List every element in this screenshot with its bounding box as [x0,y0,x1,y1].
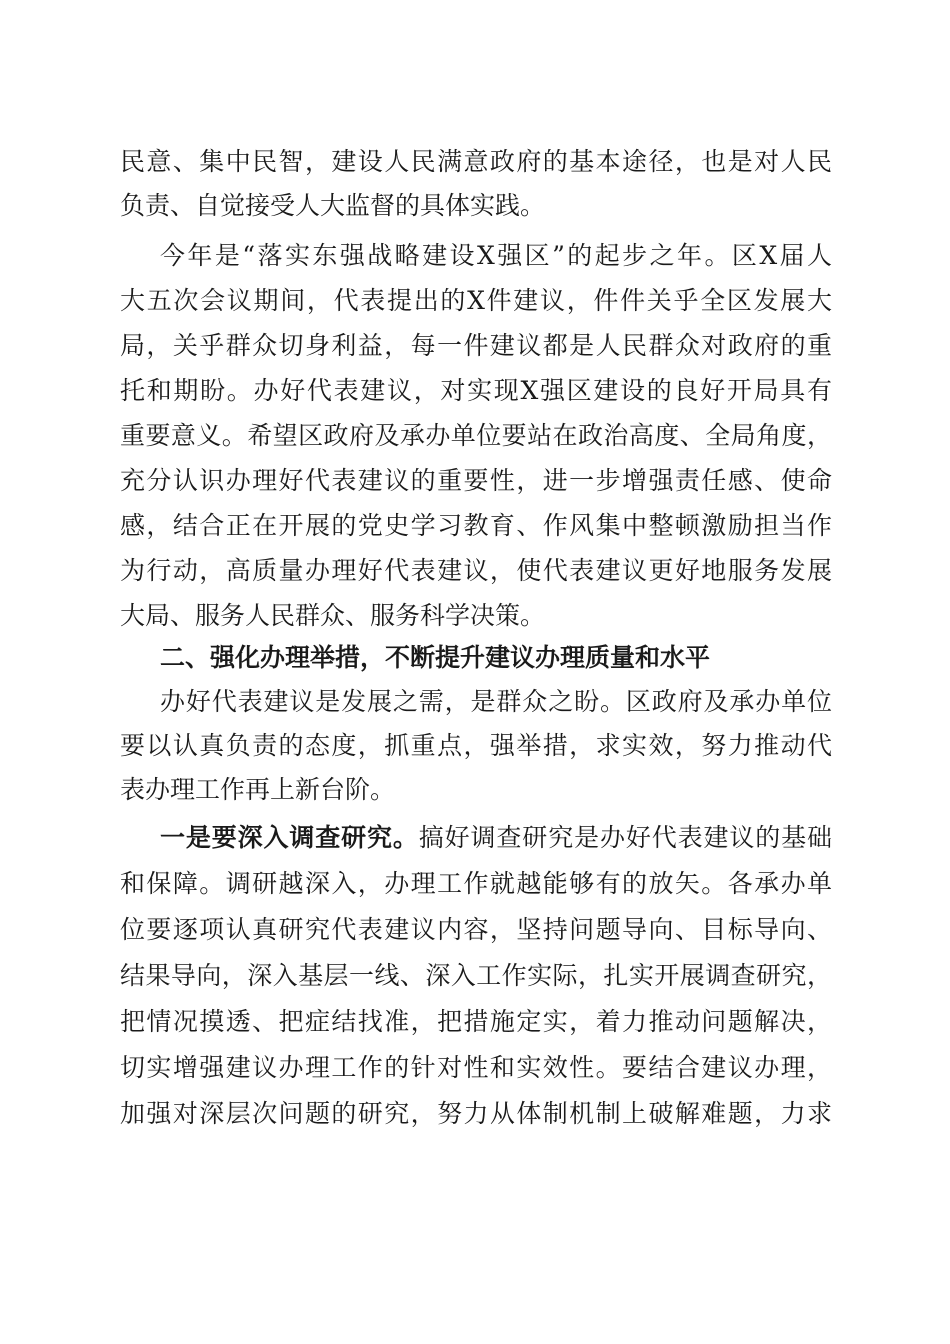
paragraph-2-line-7: 感，结合正在开展的党史学习教育、作风集中整顿激励担当作 [120,511,832,540]
paragraph-2-line-3: 局，关乎群众切身利益，每一件建议都是人民群众对政府的重 [120,331,832,360]
paragraph-3-line-2: 要以认真负责的态度，抓重点，强举措，求实效，努力推动代 [120,731,832,760]
paragraph-4-line-1 [160,816,832,860]
paragraph-4-line-2: 和保障。调研越深入，办理工作就越能够有的放矢。各承办单 [120,869,832,898]
paragraph-4-line-7: 加强对深层次问题的研究，努力从体制机制上破解难题，力求 [120,1099,832,1128]
paragraph-4-first-rest: 搞好调查研究是办好代表建议的基础 [418,823,832,852]
paragraph-2-line-1: 今年是“落实东强战略建设X强区”的起步之年。区X届人 [160,241,832,270]
paragraph-2-line-4: 托和期盼。办好代表建议，对实现X强区建设的良好开局具有 [120,376,832,405]
paragraph-2-line-9: 大局、服务人民群众、服务科学决策。 [120,601,546,630]
paragraph-2-line-5: 重要意义。希望区政府及承办单位要站在政治高度、全局角度， [120,421,832,450]
paragraph-1-line-1: 民意、集中民智，建设人民满意政府的基本途径，也是对人民 [120,147,832,176]
paragraph-3-line-3: 表办理工作再上新台阶。 [120,775,396,804]
paragraph-4-lead: 一是要深入调查研究。 [160,823,419,852]
paragraph-4-line-4: 结果导向，深入基层一线、深入工作实际，扎实开展调查研究， [120,961,832,990]
paragraph-3-line-1: 办好代表建议是发展之需，是群众之盼。区政府及承办单位 [160,687,832,716]
paragraph-4-line-6: 切实增强建议办理工作的针对性和实效性。要结合建议办理， [120,1053,832,1082]
paragraph-4-line-5: 把情况摸透、把症结找准，把措施定实，着力推动问题解决， [120,1007,832,1036]
paragraph-1-line-2: 负责、自觉接受人大监督的具体实践。 [120,191,546,220]
paragraph-2-line-6: 充分认识办理好代表建议的重要性，进一步增强责任感、使命 [120,466,832,495]
section-heading-2: 二、强化办理举措，不断提升建议办理质量和水平 [160,643,711,672]
paragraph-2-line-8: 为行动，高质量办理好代表建议，使代表建议更好地服务发展 [120,556,832,585]
paragraph-4-line-3: 位要逐项认真研究代表建议内容，坚持问题导向、目标导向、 [120,915,832,944]
paragraph-2-line-2: 大五次会议期间，代表提出的X件建议，件件关乎全区发展大 [120,286,832,315]
